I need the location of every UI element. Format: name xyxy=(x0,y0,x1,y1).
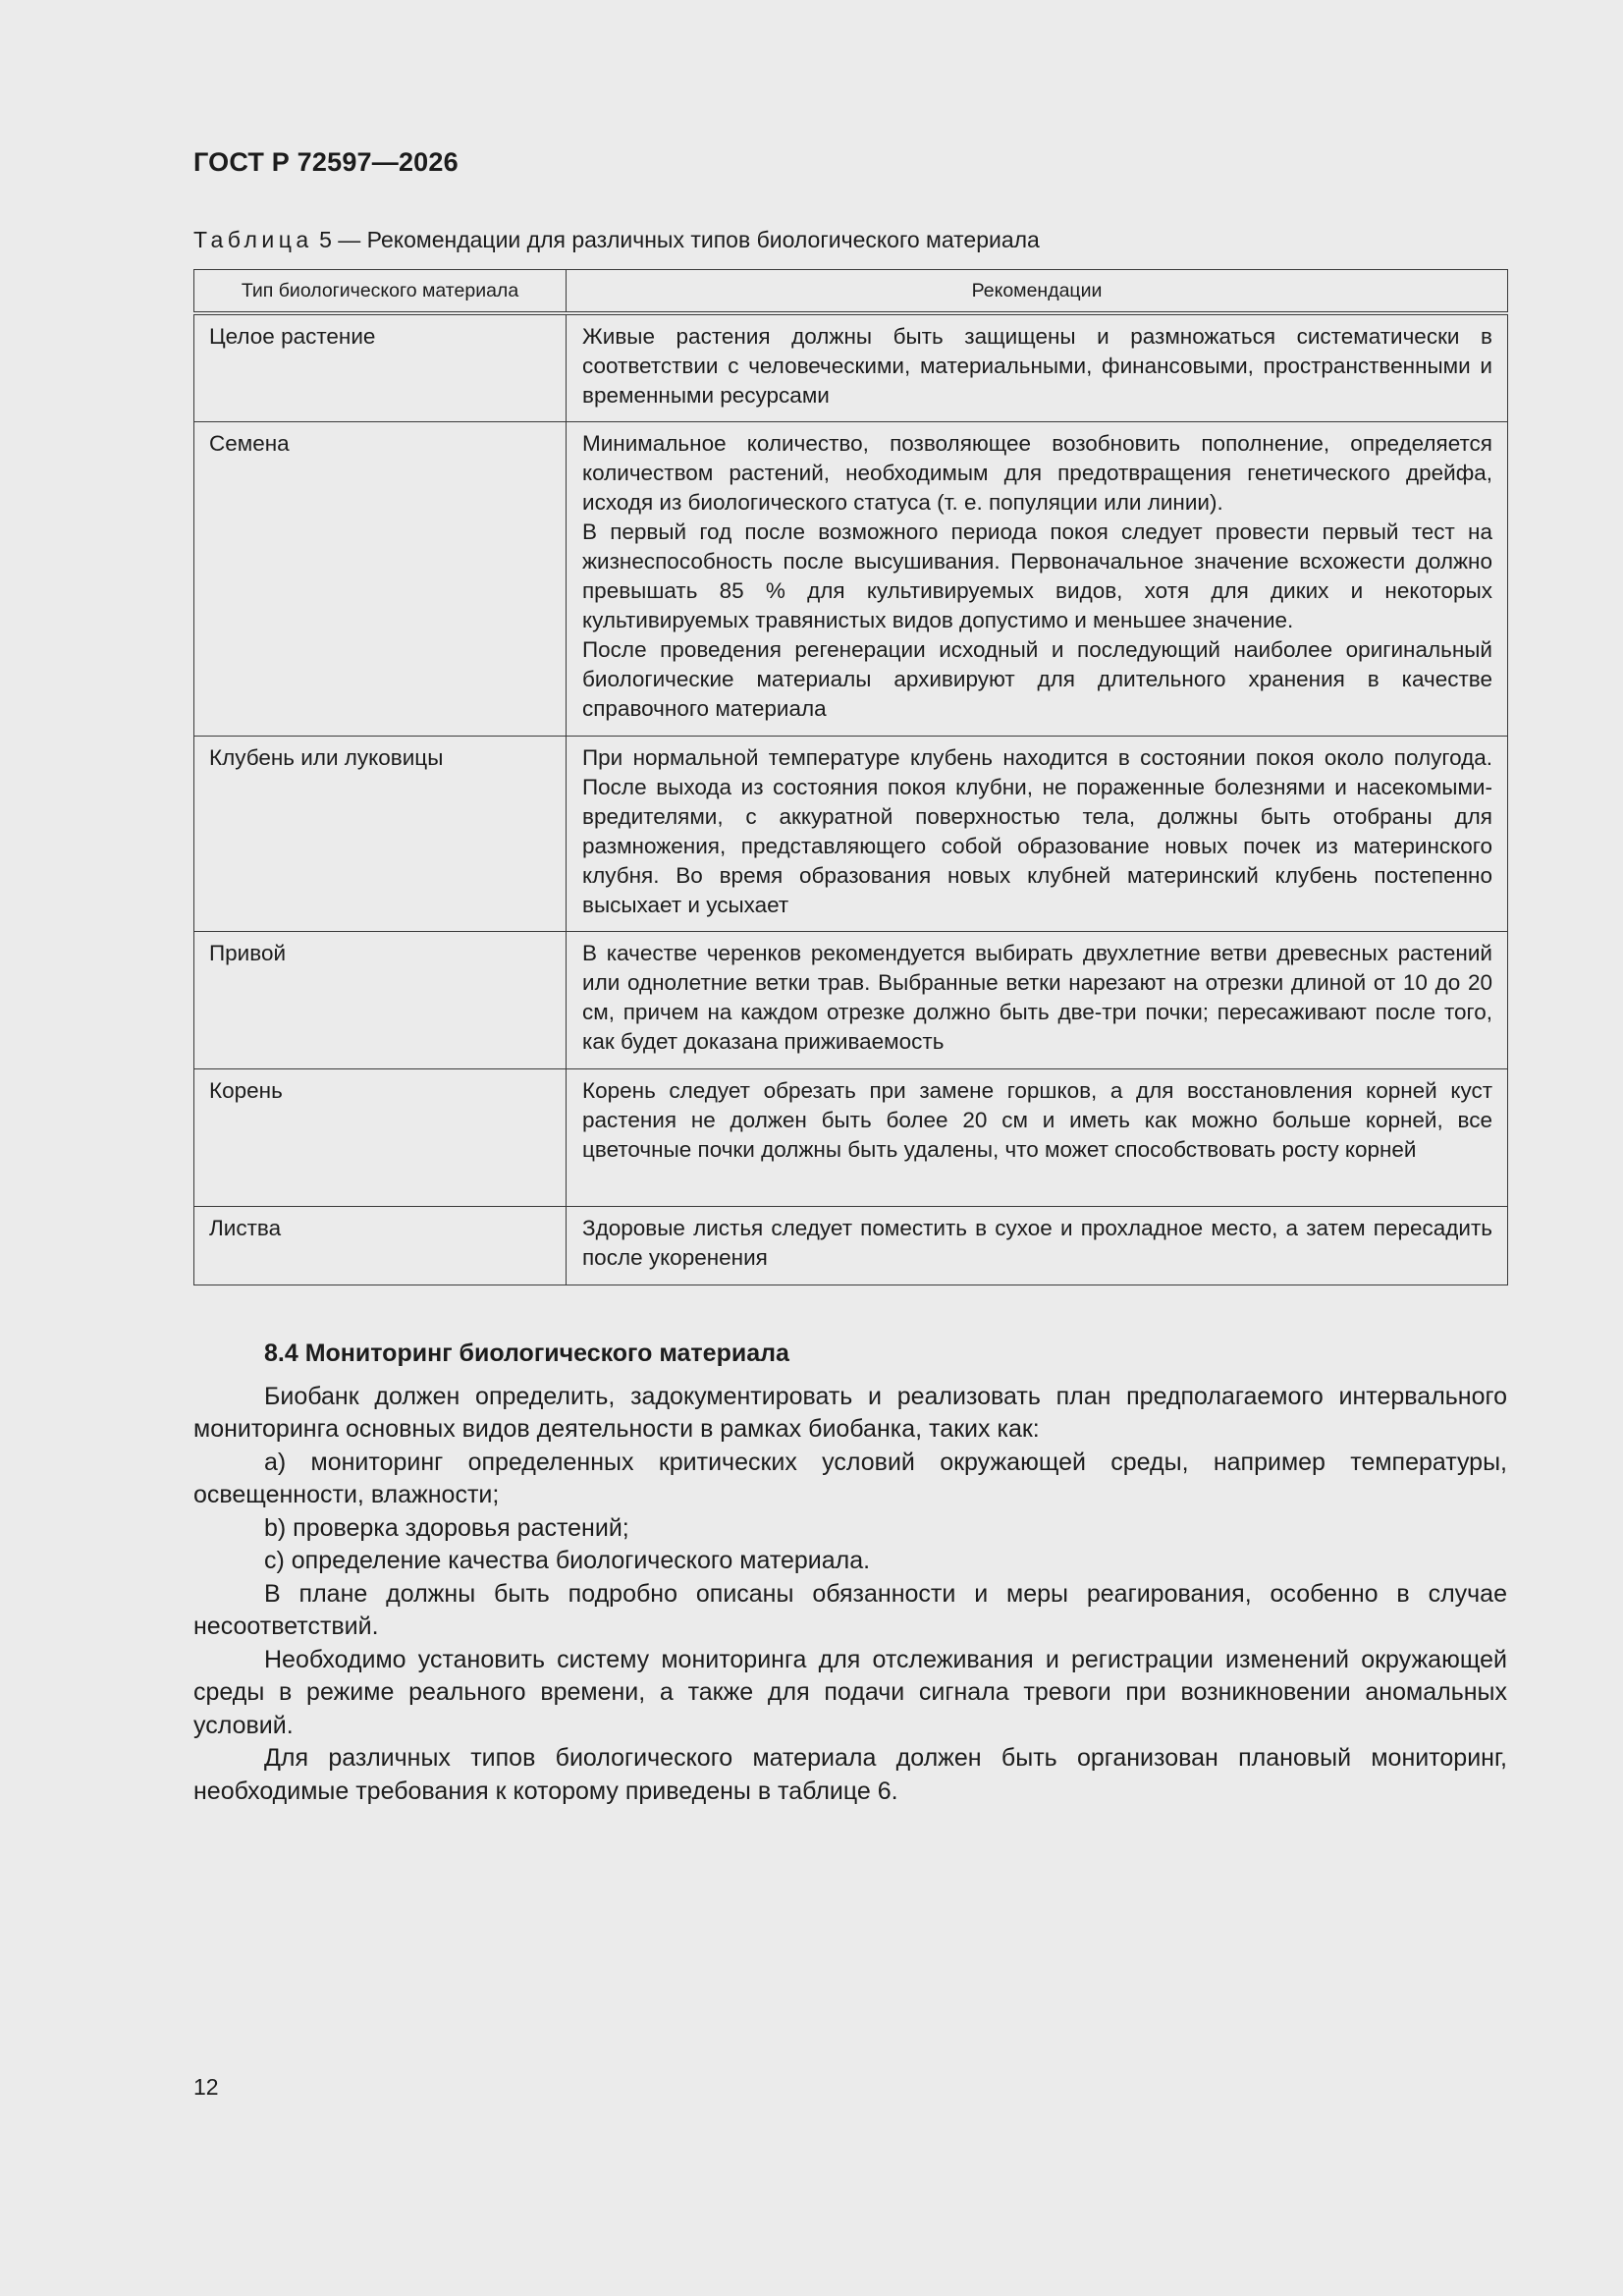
recommendation-text: Корень следует обрезать при замене горшков, а для восстановления корней куст растения не должен быть более 20 см и иметь как можно больше корней, все цветочные почки должны быть удалены, что может способствовать росту корней xyxy=(582,1077,1492,1162)
page-number: 12 xyxy=(193,2074,219,2100)
recommendation-text: Живые растения должны быть защищены и размножаться систематически в соответствии с человеческими, материальными, финансовыми, пространственными и временными ресурсами xyxy=(582,324,1492,408)
recommendation-text: В качестве черенков рекомендуется выбирать двухлетние ветви древесных растений или однолетние ветки трав. Выбранные ветки нарезают на отрезки длиной от 10 до 20 см, причем на каждом отрезке должно быть две-три почки; пересаживают после того, как будет доказана приживаемость xyxy=(582,940,1492,1054)
section-heading: 8.4 Мониторинг биологического материала xyxy=(264,1339,789,1367)
table-caption-title: 5 — Рекомендации для различных типов биологического материала xyxy=(312,227,1040,252)
list-item-a: a) мониторинг определенных критических условий окружающей среды, например температуры, освещенности, влажности; xyxy=(193,1448,1507,1508)
recommendation-cell xyxy=(567,421,1508,736)
table-row xyxy=(194,1068,1508,1206)
recommendation-cell xyxy=(567,1206,1508,1285)
table-row xyxy=(194,931,1508,1068)
list-item-b: b) проверка здоровья растений; xyxy=(264,1513,629,1542)
material-type-cell: Корень xyxy=(194,1068,567,1206)
section-intro-paragraph: Биобанк должен определить, задокументировать и реализовать план предполагаемого интервального мониторинга основных видов деятельности в рамках биобанка, таких как: xyxy=(193,1382,1507,1443)
table-row xyxy=(194,421,1508,736)
material-type-cell: Клубень или луковицы xyxy=(194,736,567,931)
material-type-cell: Семена xyxy=(194,421,567,736)
table-row xyxy=(194,1206,1508,1285)
recommendations-table xyxy=(193,269,1508,1285)
recommendation-cell xyxy=(567,736,1508,931)
table-row xyxy=(194,313,1508,421)
material-type-cell: Привой xyxy=(194,931,567,1068)
document-code: ГОСТ Р 72597—2026 xyxy=(193,147,459,177)
recommendation-text: При нормальной температуре клубень находится в состоянии покоя около полугода. После выхода из состояния покоя клубни, не пораженные болезнями и насекомыми-вредителями, с аккуратной поверхностью тела, должны быть отобраны для размножения, представляющего собой образование новых почек из материнского клубня. Во время образования новых клубней материнский клубень постепенно высыхает и усыхает xyxy=(582,744,1492,917)
table-caption-label: Таблица xyxy=(193,227,313,252)
recommendation-text: Здоровые листья следует поместить в сухое и прохладное место, а затем пересадить после укоренения xyxy=(582,1215,1492,1270)
recommendation-text: В первый год после возможного периода покоя следует провести первый тест на жизнеспособность после высушивания. Первоначальное значение всхожести должно превышать 85 % для культивируемых видов, хотя для диких и некоторых культивируемых травянистых видов допустимо и меньшее значение. xyxy=(582,519,1492,632)
recommendation-cell xyxy=(567,313,1508,421)
recommendation-cell xyxy=(567,931,1508,1068)
section-paragraph: В плане должны быть подробно описаны обязанности и меры реагирования, особенно в случае несоответствий. xyxy=(193,1579,1507,1640)
section-monitoring xyxy=(193,1338,1507,1808)
recommendation-text: После проведения регенерации исходный и последующий наиболее оригинальный биологические материалы архивируют для длительного хранения в качестве справочного материала xyxy=(582,636,1492,721)
material-type-cell: Листва xyxy=(194,1206,567,1285)
column-header-type: Тип биологического материала xyxy=(194,270,567,314)
section-paragraph: Необходимо установить систему мониторинга для отслеживания и регистрации изменений окружающей среды в режиме реального времени, а также для подачи сигнала тревоги при возникновении аномальных условий. xyxy=(193,1645,1507,1739)
column-header-recommendations: Рекомендации xyxy=(567,270,1508,314)
recommendation-text: Минимальное количество, позволяющее возобновить пополнение, определяется количеством растений, необходимым для предотвращения генетического дрейфа, исходя из биологического статуса (т. е. популяции или линии). xyxy=(582,430,1492,515)
recommendation-cell xyxy=(567,1068,1508,1206)
list-item-c: c) определение качества биологического материала. xyxy=(264,1547,871,1574)
table-header-row xyxy=(194,270,1508,314)
material-type-cell: Целое растение xyxy=(194,313,567,421)
section-paragraph: Для различных типов биологического материала должен быть организован плановый мониторинг, необходимые требования к которому приведены в таблице 6. xyxy=(193,1744,1507,1805)
table-caption xyxy=(193,227,1040,253)
table-row xyxy=(194,736,1508,931)
